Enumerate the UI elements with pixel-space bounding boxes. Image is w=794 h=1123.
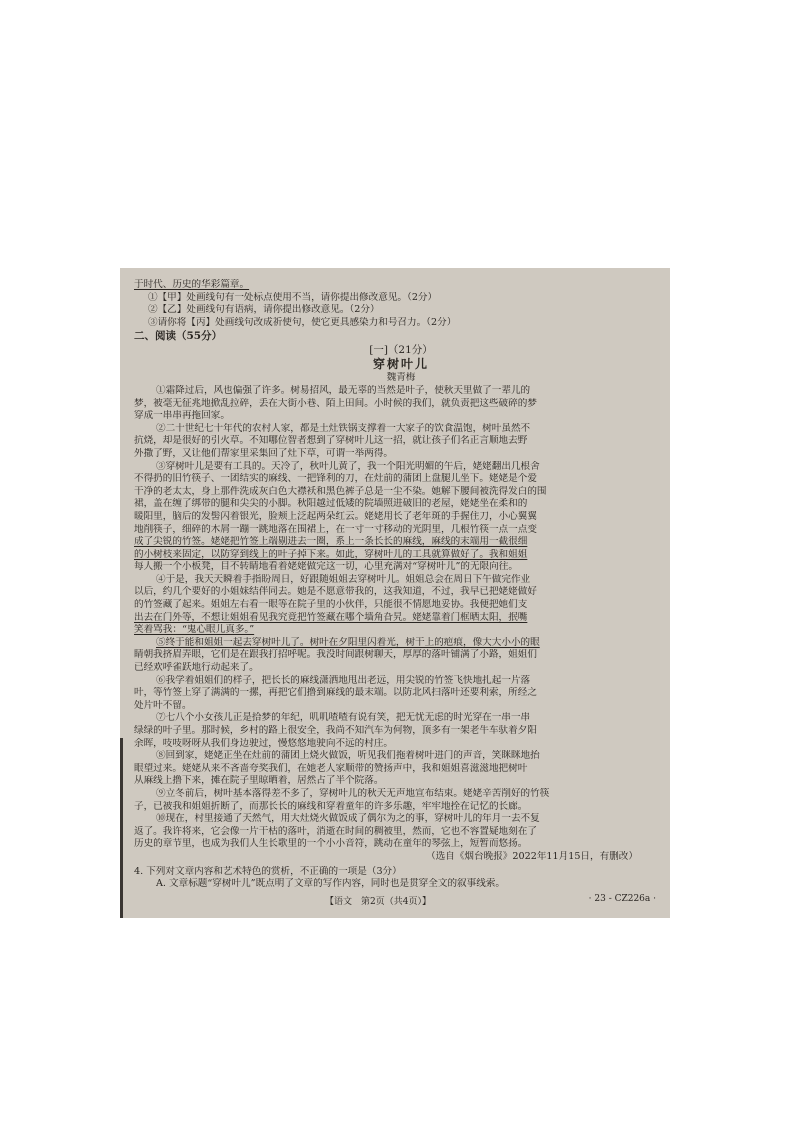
paragraph-5 bbox=[134, 637, 668, 675]
question-line: ②【乙】处画线句有语病，请你提出修改意见。（2分） bbox=[148, 304, 380, 316]
paragraph-line: 穿成一串串再拖回家。 bbox=[134, 410, 230, 422]
paragraph-line: 以后，约几个要好的小姐妹结伴同去。她是不愿意带我的，这我知道，不过，我早已把姥姥做好 bbox=[134, 586, 537, 598]
paragraph-line: ⑦七八个小女孩儿正是拾梦的年纪，叽叽喳喳有说有笑，把无忧无虑的时光穿在一串一串 bbox=[156, 712, 531, 724]
paragraph-line: 眼望过来。姥姥从来不吝啬夸奖我们，在她老人家顺带的赞扬声中，我和姐姐喜滋滋地把树叶 bbox=[134, 762, 528, 774]
paragraph-7 bbox=[134, 712, 668, 750]
paragraph-line: ⑧回到家，姥姥正坐在灶前的蒲团上烧火做饭，听见我们拖着树叶进门的声音，笑眯眯地抬 bbox=[156, 750, 540, 762]
article-title: 穿树叶儿 bbox=[372, 357, 429, 372]
section-heading: 二、阅读（55分） bbox=[134, 330, 223, 343]
paragraph-line: 裙，盖在缠了绑带的腿和尖尖的小脚。秋阳越过低矮的院墙照进破旧的老屋，姥姥坐在柔和的 bbox=[134, 498, 528, 510]
paragraph-line: ③穿树叶儿是要有工具的。天冷了，秋叶儿黄了，我一个阳光明媚的午后，姥姥翻出几根舍 bbox=[156, 460, 540, 472]
part-label: [一]（21分） bbox=[369, 344, 433, 357]
paragraph-line: 干净的老太太，身上那件洗成灰白色大襟袄和黑色裤子总是一尘不染。她解下腰间被洗得发白的围 bbox=[134, 485, 547, 497]
paragraph-line: 历史的章节里，也成为我们人生长歌里的一个小小音符，跳动在童年的琴弦上，短暂而悠扬。 bbox=[134, 838, 528, 850]
paragraph-line: 不得扔的旧竹筷子、一团结实的麻线、一把锋利的刀，在灶前的蒲团上盘腿儿坐下。姥姥是个爱 bbox=[134, 473, 537, 485]
page-shadow-edge bbox=[120, 738, 123, 918]
exam-content bbox=[134, 279, 668, 891]
paragraph-8 bbox=[134, 750, 668, 788]
paragraph-line: 暖阳里，脑后的发髻闪着银光，脸颊上泛起两朵红云。姥姥用长了老年斑的手握住刀，小心翼翼 bbox=[134, 510, 537, 522]
paragraph-line: 从麻线上撸下来，摊在院子里晾晒着，居然占了半个院落。 bbox=[134, 775, 384, 787]
paragraph-line: 外撒了野，又让他们帮家里采集回了灶下草，可谓一举两得。 bbox=[134, 447, 394, 459]
paragraph-line: 返了。我许将来，它会像一片干枯的落叶，消逝在时间的稠被里，然而，它也不容置疑地刻在了 bbox=[134, 825, 537, 837]
question-line: ③请你将【丙】处画线句改成祈使句，使它更具感染力和号召力。（2分） bbox=[148, 316, 457, 328]
paragraph-line: ⑥我学着姐姐们的样子，把长长的麻线潇洒地甩出老远，用尖锐的竹签飞快地扎起一片落 bbox=[156, 674, 531, 686]
paragraph-line: ①霜降过后，风也偏强了许多。树易招风，最无辜的当然是叶子，使秋天里做了一辈儿的 bbox=[156, 384, 531, 396]
paragraph-line: 余晖，吱吱呀呀从我们身边驶过，慢悠悠地驶向不远的村庄。 bbox=[134, 737, 394, 749]
paragraph-line: ⑩现在，村里接通了天然气，用大灶烧火做饭成了偶尔为之的事，穿树叶儿的年月一去不复 bbox=[156, 813, 540, 825]
paragraph-6 bbox=[134, 675, 668, 713]
exam-code: · 23 - CZ226a · bbox=[588, 894, 656, 904]
paragraph-2 bbox=[134, 423, 668, 461]
question-line: ①【甲】处画线句有一处标点使用不当，请你提出修改意见。（2分） bbox=[148, 291, 438, 303]
option-a: A. 文章标题“穿树叶儿”既点明了文章的写作内容，同时也是贯穿全文的叙事线索。 bbox=[156, 878, 506, 890]
exam-page bbox=[120, 268, 670, 918]
source-citation: （选自《烟台晚报》2022年11月15日，有删改） bbox=[426, 850, 638, 862]
author-name: 魏青梅 bbox=[386, 372, 416, 384]
paragraph-line: ②二十世纪七十年代的农村人家，都是土灶铁锅支撑着一大家子的饮食温饱，树叶虽然不 bbox=[156, 422, 531, 434]
paragraph-line: 地削筷子，细碎的木屑一蹦一跳地落在围裙上，在一寸一寸移动的光阴里，几根竹筷一点一点变 bbox=[134, 523, 537, 535]
paragraph-line: 每人搬一个小板凳，目不转睛地看着姥姥做完这一切，心里充满对“穿树叶儿”的无限向往。 bbox=[134, 561, 518, 573]
paragraph-10 bbox=[134, 813, 668, 851]
paragraph-line: ④于是，我天天瞬着手指盼周日，好跟随姐姐去穿树叶儿。姐姐总会在周日下午做完作业 bbox=[156, 573, 531, 585]
paragraph-line: 处片叶不留。 bbox=[134, 699, 192, 711]
paragraph-line: 绿绿的叶子里。那时候，乡村的路上很安全，我尚不知汽车为何物，顶多有一架老牛车驮着夕阳 bbox=[134, 725, 537, 736]
paragraph-line: 抗烧，却是很好的引火草。不知哪位智者想到了穿树叶儿这一招，就让孩子们名正言顺地去野 bbox=[134, 435, 528, 447]
paragraph-line: 已经欢呼雀跃地行动起来了。 bbox=[134, 662, 259, 674]
paragraph-4 bbox=[134, 574, 668, 637]
paragraph-line: 子，已被我和姐姐折断了，而那长长的麻线和穿着童年的许多乐趣，牢牢地拴在记忆的长廊。 bbox=[134, 800, 528, 812]
paragraph-line: ⑨立冬前后，树叶基本落得差不多了，穿树叶儿的秋天无声地宣布结束。姥姥辛苦削好的竹筷 bbox=[156, 787, 550, 799]
underlined-line: 出去在门外等，不想让姐姐看见我究竟把竹签藏在哪个墙角旮旯。姥姥靠着门框晒太阳，抿嘴 bbox=[134, 611, 528, 623]
paragraph-9 bbox=[134, 788, 668, 813]
underlined-line: 的小树枝来固定，以防穿到线上的叶子掉下来。如此，穿树叶儿的工具就算做好了。我和姐姐 bbox=[134, 548, 528, 560]
underlined-line: 成了尖锐的竹签。姥姥把竹签上端剔进去一圈，系上一条长长的麻线，麻线的末端用一截很细 bbox=[134, 536, 528, 548]
paragraph-line: 的竹签藏了起来。姐姐左右看一眼等在院子里的小伙伴，只能很不情愿地妥协。我便把她们支 bbox=[134, 599, 528, 611]
question-4: 4. 下列对文章内容和艺术特色的赏析，不正确的一项是（3分） bbox=[134, 865, 402, 877]
top-line: 于时代、历史的华彩篇章。 bbox=[134, 279, 250, 290]
paragraph-line: 叶，等竹签上穿了满满的一摞，再把它们撸到麻线的最末端。以防北风扫落叶还要利索，所经之 bbox=[134, 687, 537, 699]
page-number: 【语文 第2页（共4页）】 bbox=[325, 897, 431, 907]
paragraph-line: 梦，被毫无征兆地掀乱拉碎，丢在大街小巷、陌上田间。小时候的我们，就负责把这些破碎的梦 bbox=[134, 397, 537, 409]
underlined-line: ⑤终于能和姐姐一起去穿树叶儿了。树叶在夕阳里闪着光，树干上的疤痕，像大大小小的眼 bbox=[156, 636, 540, 648]
paragraph-3 bbox=[134, 461, 668, 574]
underlined-line: 笑着骂我：“鬼心眼儿真多。” bbox=[134, 624, 255, 636]
paragraph-1 bbox=[134, 385, 668, 423]
paragraph-line: 睛朝我挤眉弄眼，它们是在跟我打招呼呢。我没时间跟树聊天，厚厚的落叶铺满了小路，姐姐们 bbox=[134, 649, 537, 661]
